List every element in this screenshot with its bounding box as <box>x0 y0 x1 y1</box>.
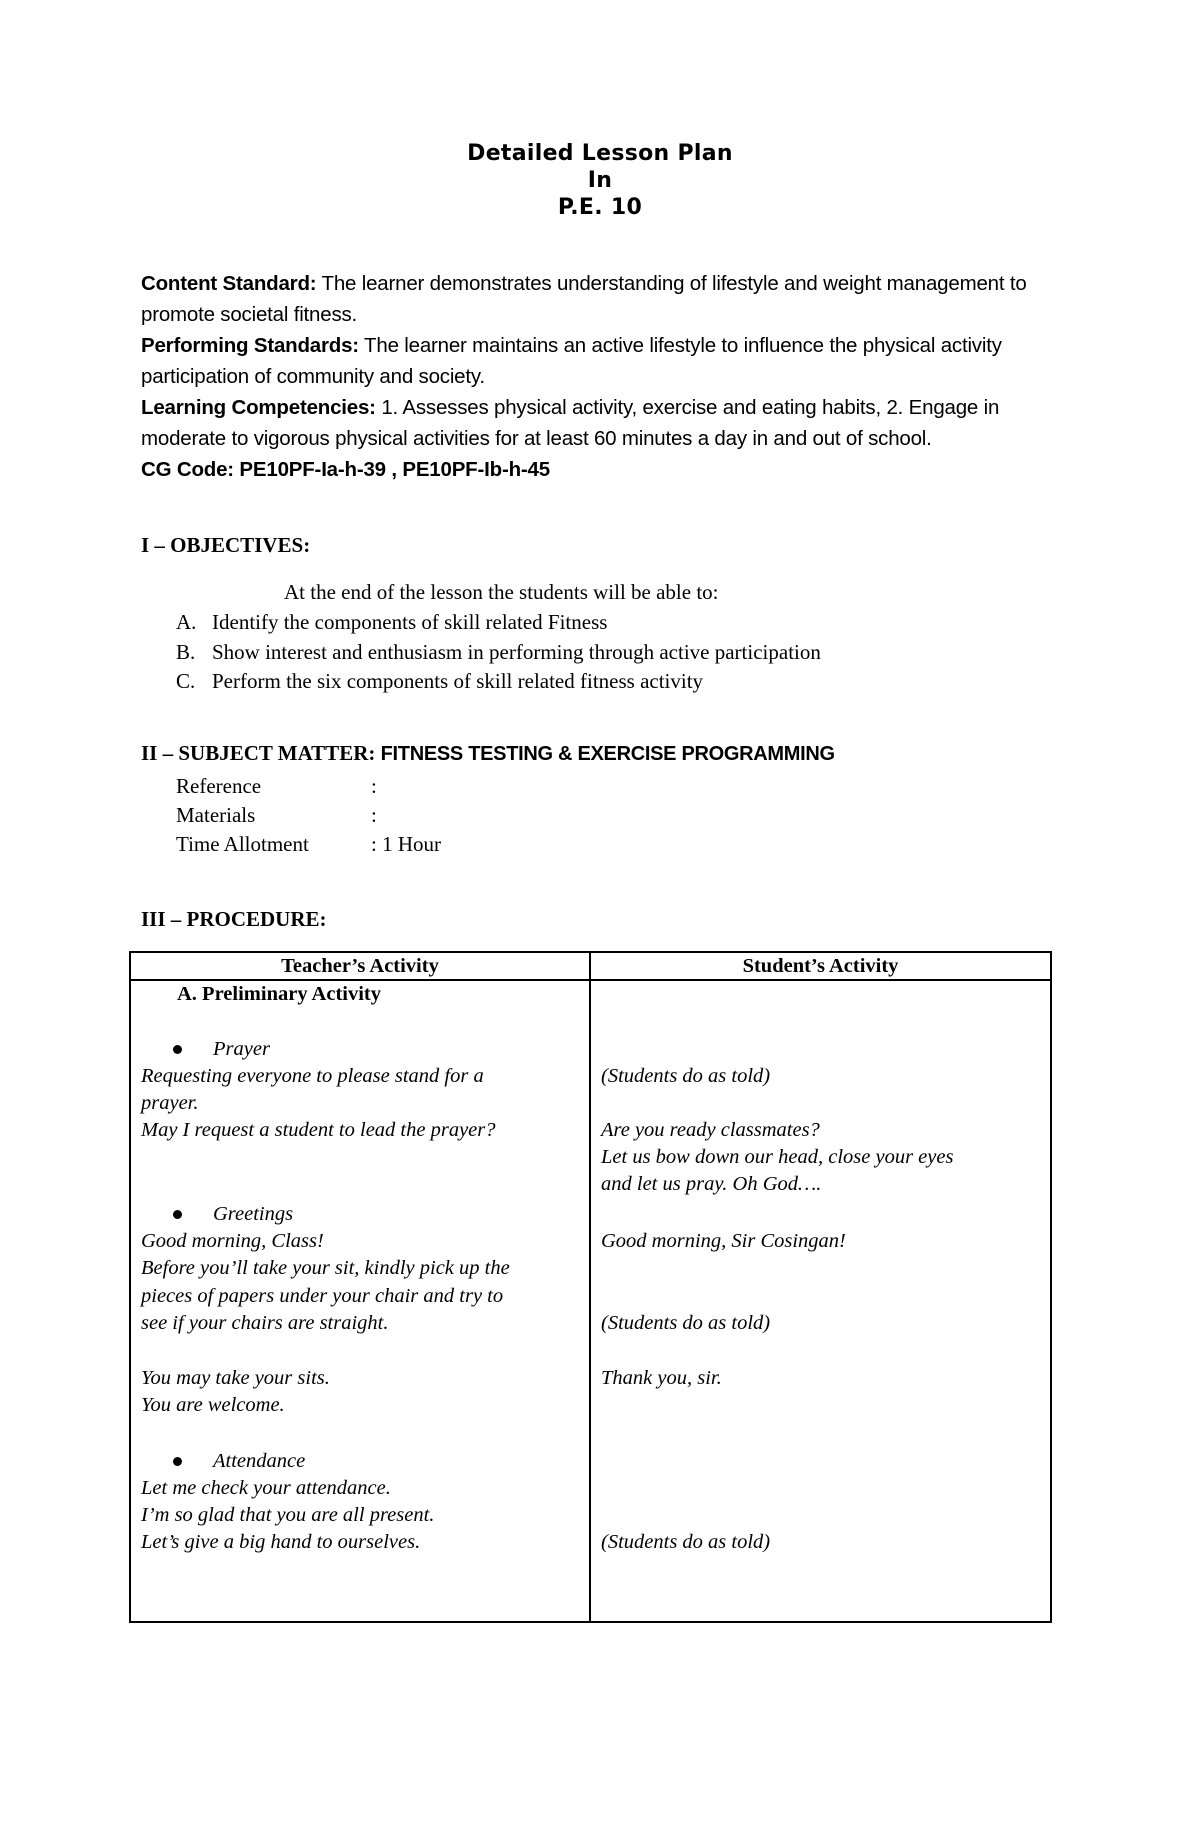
objective-text: Perform the six components of skill related fitness activity <box>212 669 704 693</box>
student-line: (Students do as told) <box>601 1065 771 1087</box>
title-line-1: Detailed Lesson Plan <box>467 141 733 166</box>
content-standard <box>141 268 1081 330</box>
student-line: Thank you, sir. <box>601 1367 722 1389</box>
subject-matter-heading <box>141 741 835 766</box>
student-line: and let us pray. Oh God…. <box>601 1173 822 1195</box>
subject-matter-row <box>176 830 441 859</box>
objective-marker: B. <box>176 639 196 664</box>
teacher-line: I’m so glad that you are all present. <box>141 1504 435 1526</box>
greetings-label: Greetings <box>213 1203 294 1225</box>
student-line: (Students do as told) <box>601 1312 771 1334</box>
objective-item <box>176 667 821 697</box>
subject-matter-row <box>176 801 441 830</box>
student-line: Are you ready classmates? <box>601 1119 820 1141</box>
subject-matter-topic: FITNESS TESTING & EXERCISE PROGRAMMING <box>380 743 835 765</box>
objective-text: Identify the components of skill related Fitness <box>212 610 608 634</box>
subject-matter-details <box>176 772 441 859</box>
subject-matter-row <box>176 772 441 801</box>
objective-item <box>176 608 821 638</box>
teacher-line: pieces of papers under your chair and try to <box>141 1285 504 1307</box>
learning-competencies-text: 1. Assesses physical activity, exercise and eating habits, 2. Engage in moderate to vigorous physical activities for at least 60 minutes a day in and out of school. <box>141 396 1000 450</box>
student-line: Let us bow down our head, close your eyes <box>601 1146 954 1168</box>
teacher-line: Before you’ll take your sit, kindly pick up the <box>141 1257 510 1279</box>
student-line: (Students do as told) <box>601 1531 771 1553</box>
teacher-line: You are welcome. <box>141 1394 285 1416</box>
subject-matter-label: II – SUBJECT MATTER: <box>141 741 376 765</box>
teacher-line: May I request a student to lead the prayer? <box>141 1119 496 1141</box>
objective-text: Show interest and enthusiasm in performing through active participation <box>212 639 821 664</box>
performing-standards-text: The learner maintains an active lifestyle to influence the physical activity participation of community and society. <box>141 334 1002 388</box>
subject-matter-row-label: Materials <box>176 803 256 827</box>
objective-marker: A. <box>176 610 197 634</box>
student-line: Good morning, Sir Cosingan! <box>601 1230 846 1252</box>
teacher-line: Let’s give a big hand to ourselves. <box>141 1531 421 1553</box>
learning-competencies <box>141 392 1081 454</box>
performing-standards <box>141 330 1081 392</box>
teacher-activity-header: Teacher’s Activity <box>130 952 590 980</box>
title-line-3: P.E. 10 <box>557 195 643 220</box>
subject-matter-row-label: Reference <box>176 774 262 798</box>
objective-item <box>176 638 821 668</box>
objectives-intro: At the end of the lesson the students will be able to: <box>284 580 719 604</box>
learning-competencies-label: Learning Competencies: <box>141 396 376 419</box>
subject-matter-row-value: : 1 Hour <box>371 832 441 856</box>
teacher-line: Requesting everyone to please stand for a <box>141 1065 484 1087</box>
objective-marker: C. <box>176 669 196 693</box>
teacher-line: see if your chairs are straight. <box>141 1312 389 1334</box>
subject-matter-row-value: : <box>371 803 377 827</box>
performing-standards-label: Performing Standards: <box>141 334 359 357</box>
content-standard-label: Content Standard: <box>141 272 317 295</box>
student-activity-cell <box>590 980 1051 1622</box>
objectives-heading: I – OBJECTIVES: <box>141 533 311 557</box>
teacher-line: You may take your sits. <box>141 1367 330 1389</box>
teacher-line: Let me check your attendance. <box>141 1477 391 1499</box>
objectives-list <box>176 608 821 697</box>
cg-code: CG Code: PE10PF-Ia-h-39 , PE10PF-Ib-h-45 <box>141 458 550 481</box>
student-activity-header: Student’s Activity <box>590 952 1051 980</box>
standards-block <box>141 268 1081 485</box>
bullet-icon <box>173 1457 182 1466</box>
prayer-label: Prayer <box>213 1038 270 1060</box>
bullet-icon <box>173 1210 182 1219</box>
subject-matter-row-value: : <box>371 774 377 798</box>
content-standard-text: The learner demonstrates understanding of lifestyle and weight management to promote societal fitness. <box>141 272 1027 326</box>
procedure-table-header <box>130 952 1051 980</box>
teacher-activity-cell <box>130 980 590 1622</box>
procedure-table-row <box>130 980 1051 1622</box>
teacher-line: prayer. <box>141 1092 199 1114</box>
preliminary-activity-title: A. Preliminary Activity <box>177 983 382 1005</box>
attendance-label: Attendance <box>213 1450 306 1472</box>
bullet-icon <box>173 1045 182 1054</box>
teacher-line: Good morning, Class! <box>141 1230 324 1252</box>
document-title <box>0 140 1200 221</box>
subject-matter-row-label: Time Allotment <box>176 832 309 856</box>
procedure-table <box>129 951 1052 1623</box>
procedure-heading: III – PROCEDURE: <box>141 907 327 931</box>
title-line-2: In <box>587 168 613 193</box>
